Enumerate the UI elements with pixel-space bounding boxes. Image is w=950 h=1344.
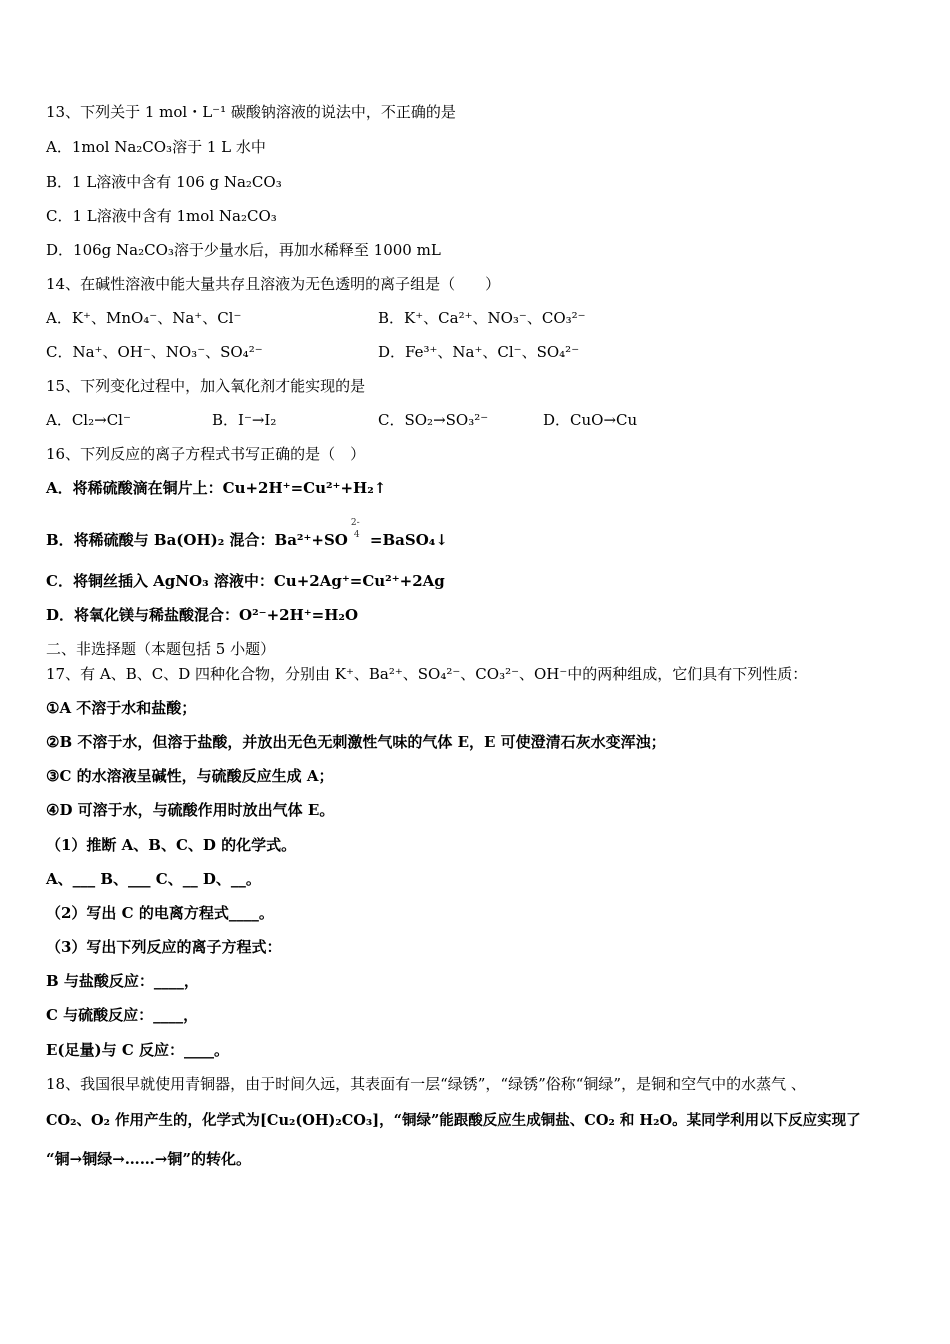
section-heading: 二、非选择题（本题包括 5 小题）: [46, 640, 276, 658]
q15-option-b: B．I⁻→I₂: [212, 411, 277, 429]
q18-line-2: CO₂、O₂ 作用产生的，化学式为[Cu₂(OH)₂CO₃]，“铜绿”能跟酸反应生成铜盐、CO₂ 和 H₂O。某同学利用以下反应实现了: [46, 1112, 861, 1129]
q16-option-a: A．将稀硫酸滴在铜片上：Cu+2H⁺=Cu²⁺+H₂↑: [46, 479, 387, 497]
q16-option-b-charge: 2-: [350, 518, 360, 528]
q14-option-b: B．K⁺、Ca²⁺、NO₃⁻、CO₃²⁻: [378, 309, 586, 327]
q13-option-a: A．1mol Na₂CO₃溶于 1 L 水中: [46, 138, 266, 156]
q17-subquestion-2: （2）写出 C 的电离方程式____。: [46, 904, 274, 922]
q17-stem: 17、有 A、B、C、D 四种化合物，分别由 K⁺、Ba²⁺、SO₄²⁻、CO₃²⁻、OH⁻中的两种组成，它们具有下列性质：: [46, 665, 808, 683]
q13-option-d: D．106g Na₂CO₃溶于少量水后，再加水稀释至 1000 mL: [46, 241, 441, 259]
q16-option-c: C．将铜丝插入 AgNO₃ 溶液中：Cu+2Ag⁺=Cu²⁺+2Ag: [46, 572, 445, 590]
q17-subquestion-1: （1）推断 A、B、C、D 的化学式。: [46, 836, 297, 854]
q14-option-a: A．K⁺、MnO₄⁻、Na⁺、Cl⁻: [46, 309, 242, 327]
q14-stem: 14、在碱性溶液中能大量共存且溶液为无色透明的离子组是（ ）: [46, 275, 501, 293]
q16-option-b-suffix: =BaSO₄↓: [369, 531, 448, 549]
q17-reaction-2: C 与硫酸反应：____，: [46, 1006, 199, 1024]
q17-reaction-1: B 与盐酸反应：____，: [46, 972, 199, 990]
q17-property-4: ④D 可溶于水，与硫酸作用时放出气体 E。: [46, 801, 335, 819]
q17-property-3: ③C 的水溶液呈碱性，与硫酸反应生成 A；: [46, 767, 334, 785]
q17-subquestion-3: （3）写出下列反应的离子方程式：: [46, 938, 282, 956]
q15-option-d: D．CuO→Cu: [543, 411, 638, 429]
q14-option-c: C．Na⁺、OH⁻、NO₃⁻、SO₄²⁻: [46, 343, 263, 361]
q17-property-1: ①A 不溶于水和盐酸；: [46, 699, 197, 717]
q13-option-b: B．1 L溶液中含有 106 g Na₂CO₃: [46, 173, 282, 191]
q15-stem: 15、下列变化过程中，加入氧化剂才能实现的是: [46, 377, 366, 395]
q13-stem: 13、下列关于 1 mol・L⁻¹ 碳酸钠溶液的说法中，不正确的是: [46, 103, 456, 121]
q17-property-2: ②B 不溶于水，但溶于盐酸，并放出无色无刺激性气味的气体 E，E 可使澄清石灰水变浑浊；: [46, 733, 666, 751]
q15-option-c: C．SO₂→SO₃²⁻: [378, 411, 489, 429]
q17-reaction-3: E(足量)与 C 反应：____。: [46, 1041, 230, 1059]
q16-option-b-prefix: B．将稀硫酸与 Ba(OH)₂ 混合：Ba²⁺+SO: [46, 531, 348, 549]
q16-stem: 16、下列反应的离子方程式书写正确的是（ ）: [46, 445, 366, 463]
q17-subquestion-1-blanks: A、___ B、___ C、__ D、__。: [46, 870, 261, 888]
q18-line-3: “铜→铜绿→……→铜”的转化。: [46, 1150, 251, 1168]
q18-line-1: 18、我国很早就使用青铜器，由于时间久远，其表面有一层“绿锈”，“绿锈”俗称“铜绿”，是铜和空气中的水蒸气 、: [46, 1075, 806, 1093]
q13-option-c: C．1 L溶液中含有 1mol Na₂CO₃: [46, 207, 277, 225]
q16-option-b-subscript: 4: [353, 530, 360, 540]
q16-option-b: [46, 518, 448, 550]
q16-option-d: D．将氧化镁与稀盐酸混合：O²⁻+2H⁺=H₂O: [46, 606, 359, 624]
q14-option-d: D．Fe³⁺、Na⁺、Cl⁻、SO₄²⁻: [378, 343, 580, 361]
q15-option-a: A．Cl₂→Cl⁻: [46, 411, 131, 429]
